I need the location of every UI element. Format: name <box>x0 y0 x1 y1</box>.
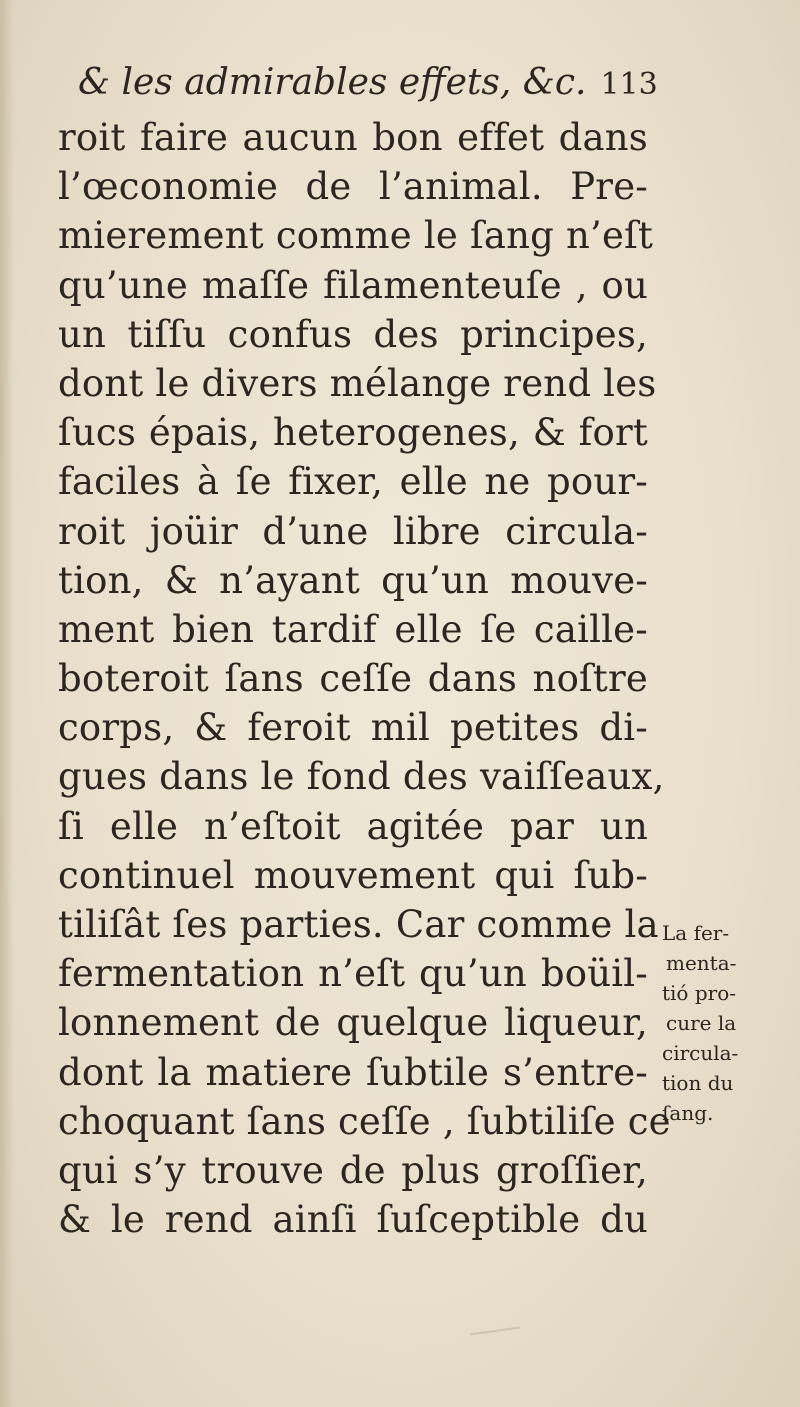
text-line: & le rend ainſi ſuſceptible du <box>58 1198 648 1242</box>
text-line: continuel mouvement qui ſub- <box>58 853 648 897</box>
margin-note-line: tion du <box>662 1071 734 1095</box>
text-line: lonnement de quelque liqueur, <box>58 1001 648 1045</box>
text-line: ment bien tardif elle ſe caille- <box>58 607 648 651</box>
text-line: fermentation n’eſt qu’un boüil- <box>58 952 648 996</box>
text-line: ſucs épais, heterogenes, & fort <box>58 411 648 455</box>
text-line: l’œconomie de l’animal. Pre- <box>58 165 648 209</box>
margin-note-line: circula- <box>662 1041 739 1065</box>
paper-smudge <box>470 1327 520 1336</box>
text-line: choquant ſans ceſſe , ſubtiliſe ce <box>58 1099 671 1143</box>
margin-note-line: menta- <box>666 951 737 975</box>
margin-note-line: ſang. <box>662 1101 714 1125</box>
text-line: roit faire aucun bon effet dans <box>58 116 648 159</box>
margin-note-line: La fer- <box>662 921 730 945</box>
body-text <box>58 113 671 1244</box>
text-line: tiliſât ſes parties. Car comme la <box>58 903 659 946</box>
text-line: mierement comme le ſang n’eſt <box>58 214 654 258</box>
text-line: boteroit ſans ceſſe dans noſtre <box>58 657 648 701</box>
text-line: gues dans le fond des vaiſſeaux, <box>58 755 665 799</box>
text-line: un tiſſu confus des principes, <box>58 312 648 356</box>
text-line: roit joüir d’une libre circula- <box>58 509 648 553</box>
text-line: qu’une maſſe filamenteuſe , ou <box>58 263 648 307</box>
text-line: corps, & feroit mil petites di- <box>58 706 648 750</box>
running-header <box>78 58 658 108</box>
text-line: dont le divers mélange rend les <box>58 361 657 405</box>
text-line: qui s’y trouve de plus groſſier, <box>58 1148 648 1192</box>
text-line: tion, & n’ayant qu’un mouve- <box>58 558 648 602</box>
page-edge-shadow <box>0 0 14 1407</box>
text-line: ſi elle n’eſtoit agitée par un <box>58 804 648 848</box>
margin-note <box>662 918 762 1128</box>
running-title: & les admirables effets, &c. <box>78 62 587 103</box>
margin-note-line: tió pro- <box>662 981 736 1005</box>
page-number: 113 <box>600 67 658 102</box>
text-line: dont la matiere ſubtile s’entre- <box>58 1050 648 1094</box>
text-line: faciles à ſe fixer, elle ne pour- <box>58 460 648 504</box>
margin-note-line: cure la <box>666 1011 737 1035</box>
